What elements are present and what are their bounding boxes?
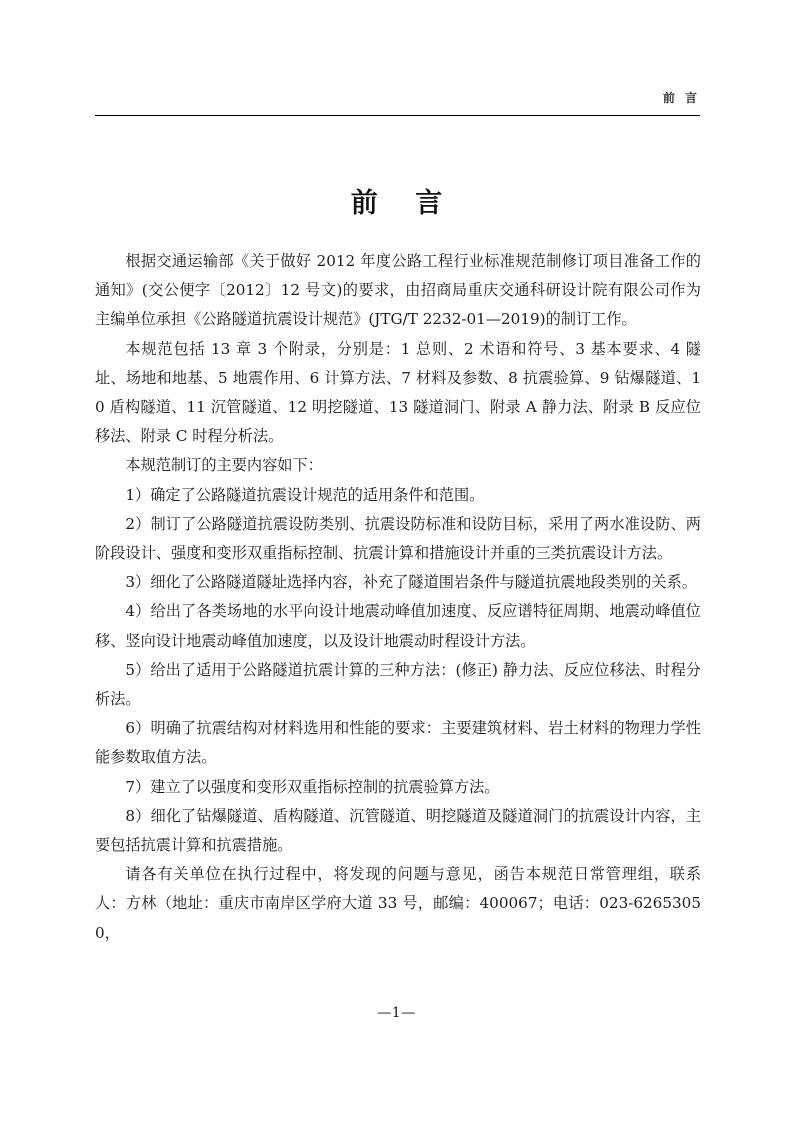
list-item: 4）给出了各类场地的水平向设计地震动峰值加速度、反应谱特征周期、地震动峰值位移、竖向设计地震动峰值加速度，以及设计地震动时程设计方法。 <box>95 602 701 650</box>
list-item: 6）明确了抗震结构对材料选用和性能的要求：主要建筑材料、岩土材料的物理力学性能参数取值方法。 <box>95 719 701 767</box>
page-title: 前 言 <box>350 188 457 220</box>
header-divider-rule <box>95 115 700 116</box>
paragraph: 本规范包括 13 章 3 个附录，分别是：1 总则、2 术语和符号、3 基本要求、4 隧址、场地和地基、5 地震作用、6 计算方法、7 材料及参数、8 抗震验算、9 钻爆隧道、10 盾构隧道、11 沉管隧道、12 明挖隧道、13 隧道洞门、附录 A 静力法、附录 B 反应位移法、附录 C 时程分析法。 <box>95 339 701 446</box>
page-number-footer: —1— <box>377 1005 416 1021</box>
paragraph: 本规范制订的主要内容如下： <box>125 456 323 475</box>
list-item: 7）建立了以强度和变形双重指标控制的抗震验算方法。 <box>125 777 500 796</box>
running-header <box>95 88 700 116</box>
paragraph: 请各有关单位在执行过程中，将发现的问题与意见，函告本规范日常管理组，联系人：方林（地址：重庆市南岸区学府大道 33 号，邮编：400067；电话：023-62653050， <box>95 865 701 942</box>
paragraph: 根据交通运输部《关于做好 2012 年度公路工程行业标准规范制修订项目准备工作的通知》(交公便字〔2012〕12 号文)的要求，由招商局重庆交通科研设计院有限公司作为主编单位承担《公路隧道抗震设计规范》(JTG/T 2232-01—2019)的制订工作。 <box>95 252 701 329</box>
list-item: 5）给出了适用于公路隧道抗震计算的三种方法：(修正) 静力法、反应位移法、时程分析法。 <box>95 660 701 709</box>
list-item: 8）细化了钻爆隧道、盾构隧道、沉管隧道、明挖隧道及隧道洞门的抗震设计内容，主要包括抗震计算和抗震措施。 <box>95 806 701 855</box>
running-header-text: 前 言 <box>662 91 700 105</box>
list-item: 3）细化了公路隧道隧址选择内容，补充了隧道围岩条件与隧道抗震地段类别的关系。 <box>125 573 697 592</box>
list-item: 2）制订了公路隧道抗震设防类别、抗震设防标准和设防目标，采用了两水准设防、两阶段设计、强度和变形双重指标控制、抗震计算和措施设计并重的三类抗震设计方法。 <box>95 514 701 563</box>
list-item: 1）确定了公路隧道抗震设计规范的适用条件和范围。 <box>125 485 485 504</box>
body-text-block <box>95 247 701 948</box>
